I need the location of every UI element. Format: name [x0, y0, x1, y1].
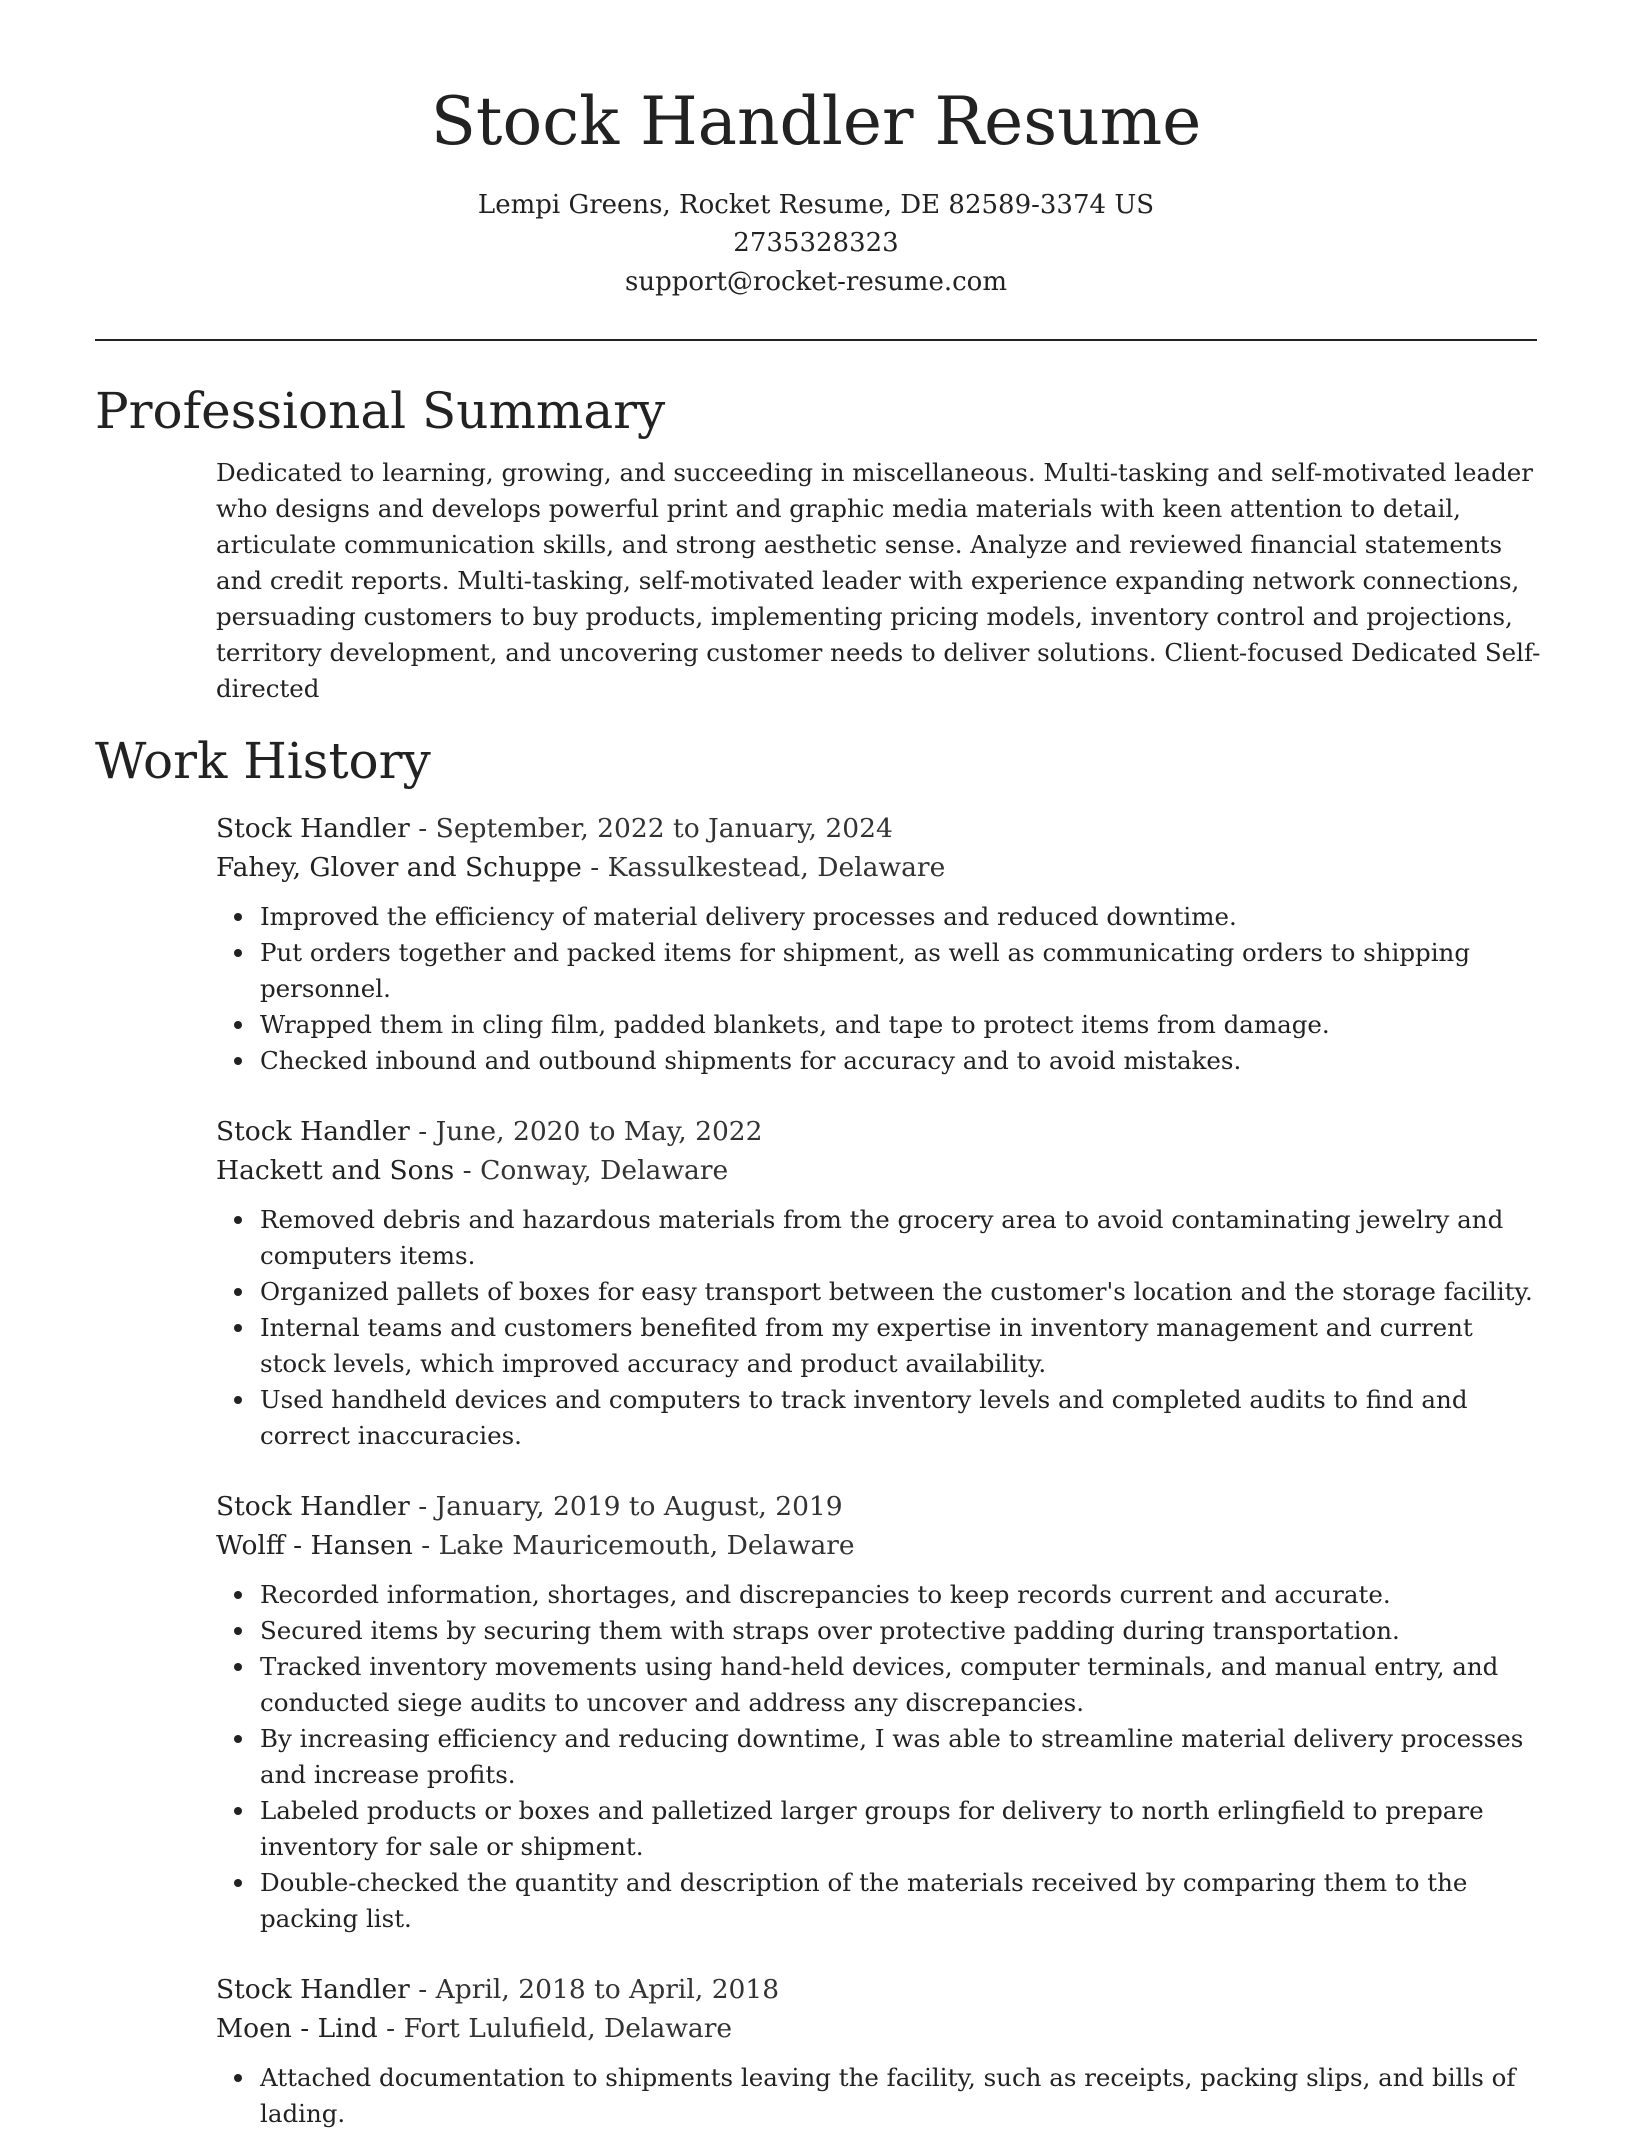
job-location: Kassulkestead, Delaware	[607, 851, 946, 883]
contact-email: support@rocket-resume.com	[624, 266, 1007, 297]
header-divider	[95, 339, 1537, 341]
job-location: Conway, Delaware	[480, 1154, 729, 1186]
job-bullet-text: By increasing efficiency and reducing downtime, I was able to streamline material delivery processes and increase profits.	[260, 1724, 1524, 1790]
job-bullet-text: Tracked inventory movements using hand-held devices, computer terminals, and manual entry, and conducted siege audits to uncover and address any discrepancies.	[260, 1652, 1499, 1718]
job-dates: September, 2022 to January, 2024	[435, 813, 893, 845]
job-title-line	[216, 810, 1541, 849]
job-separator: -	[409, 1491, 436, 1523]
contact-phone: 2735328323	[733, 228, 899, 259]
job-bullet-text: Labeled products or boxes and palletized larger groups for delivery to north erlingfield to prepare inventory for sale or shipment.	[260, 1796, 1484, 1862]
job-bullet	[260, 1613, 1541, 1649]
job-bullet-text: Attached documentation to shipments leaving the facility, such as receipts, packing slips, and bills of lading.	[260, 2063, 1516, 2129]
job-bullet	[260, 1865, 1541, 1937]
job-title-line	[216, 1113, 1541, 1152]
job-location: Lake Mauricemouth, Delaware	[438, 1529, 855, 1561]
job-title: Stock Handler	[216, 1974, 410, 2006]
bullet-dot-icon	[234, 2074, 242, 2082]
resume-header	[95, 0, 1537, 301]
bullet-dot-icon	[234, 949, 242, 957]
bullet-dot-icon	[234, 1288, 242, 1296]
bullet-dot-icon	[234, 1324, 242, 1332]
job-company: Fahey, Glover and Schuppe	[216, 851, 582, 883]
job-bullet-text: Organized pallets of boxes for easy transport between the customer's location and the storage facility.	[260, 1277, 1533, 1307]
bullet-dot-icon	[234, 1021, 242, 1029]
bullet-dot-icon	[234, 1627, 242, 1635]
bullet-dot-icon	[234, 1591, 242, 1599]
job-company-line	[216, 849, 1541, 888]
job-separator: -	[409, 813, 436, 845]
bullet-dot-icon	[234, 1057, 242, 1065]
job-bullet-text: Removed debris and hazardous materials from the grocery area to avoid contaminating jewelry and computers items.	[260, 1205, 1504, 1271]
job-bullet-text: Used handheld devices and computers to track inventory levels and completed audits to find and correct inaccuracies.	[260, 1385, 1468, 1451]
work-history-heading: Work History	[95, 731, 431, 790]
bullet-dot-icon	[234, 1663, 242, 1671]
job-bullet-text: Internal teams and customers benefited from my expertise in inventory management and current stock levels, which improved accuracy and product availability.	[260, 1313, 1473, 1379]
job-separator: -	[412, 1529, 439, 1561]
job-list	[216, 810, 1541, 2132]
job-bullet-text: Improved the efficiency of material delivery processes and reduced downtime.	[260, 902, 1237, 932]
job-bullet	[260, 1577, 1541, 1613]
job-bullet	[260, 1274, 1541, 1310]
job-bullet	[260, 1310, 1541, 1382]
job-bullet-text: Put orders together and packed items for shipment, as well as communicating orders to shipping personnel.	[260, 938, 1470, 1004]
job-separator: -	[581, 851, 608, 883]
job-company: Moen - Lind	[216, 2012, 378, 2044]
job-title-line	[216, 1971, 1541, 2010]
job-bullet	[260, 899, 1541, 935]
job-bullets	[216, 899, 1541, 1079]
job-location: Fort Lulufield, Delaware	[403, 2012, 733, 2044]
job-bullet-text: Double-checked the quantity and description of the materials received by comparing them to the packing list.	[260, 1868, 1468, 1934]
job-bullets	[216, 1202, 1541, 1454]
job-entry	[216, 810, 1541, 1079]
summary-text: Dedicated to learning, growing, and succeeding in miscellaneous. Multi-tasking and self-motivated leader who designs and develops powerful print and graphic media materials with keen attention to detail, articulate communication skills, and strong aesthetic sense. Analyze and reviewed financial statements and credit reports. Multi-tasking, self-motivated leader with experience expanding network connections, persuading customers to buy products, implementing pricing models, inventory control and projections, territory development, and uncovering customer needs to deliver solutions. Client-focused Dedicated Self-directed	[216, 457, 1541, 703]
job-bullet	[260, 1382, 1541, 1454]
job-entry	[216, 1971, 1541, 2132]
contact-address: Lempi Greens, Rocket Resume, DE 82589-3374 US	[477, 189, 1155, 220]
job-bullets	[216, 2060, 1541, 2132]
job-dates: April, 2018 to April, 2018	[435, 1974, 780, 2006]
job-separator: -	[377, 2012, 404, 2044]
bullet-dot-icon	[234, 1216, 242, 1224]
job-dates: June, 2020 to May, 2022	[435, 1116, 763, 1148]
job-bullet	[260, 1007, 1541, 1043]
bullet-dot-icon	[234, 1807, 242, 1815]
job-bullet-text: Secured items by securing them with straps over protective padding during transportation.	[260, 1616, 1400, 1646]
job-dates: January, 2019 to August, 2019	[435, 1491, 843, 1523]
job-company: Hackett and Sons	[216, 1154, 455, 1186]
job-bullet	[260, 1793, 1541, 1865]
job-bullets	[216, 1577, 1541, 1937]
job-company-line	[216, 1152, 1541, 1191]
job-bullet-text: Wrapped them in cling film, padded blankets, and tape to protect items from damage.	[260, 1010, 1330, 1040]
job-bullet	[260, 1202, 1541, 1274]
job-title: Stock Handler	[216, 1116, 410, 1148]
summary-heading: Professional Summary	[95, 382, 666, 441]
contact-block	[95, 186, 1537, 302]
job-company-line	[216, 2010, 1541, 2049]
job-bullet	[260, 1649, 1541, 1721]
bullet-dot-icon	[234, 913, 242, 921]
job-entry	[216, 1488, 1541, 1937]
job-bullet-text: Recorded information, shortages, and discrepancies to keep records current and accurate.	[260, 1580, 1391, 1610]
bullet-dot-icon	[234, 1735, 242, 1743]
job-bullet	[260, 1043, 1541, 1079]
job-title-line	[216, 1488, 1541, 1527]
job-bullet-text: Checked inbound and outbound shipments for accuracy and to avoid mistakes.	[260, 1046, 1242, 1076]
bullet-dot-icon	[234, 1879, 242, 1887]
job-bullet	[260, 935, 1541, 1007]
job-bullet	[260, 2060, 1541, 2132]
job-title: Stock Handler	[216, 813, 410, 845]
bullet-dot-icon	[234, 1396, 242, 1404]
job-company: Wolff - Hansen	[216, 1529, 413, 1561]
job-separator: -	[454, 1154, 481, 1186]
resume-title: Stock Handler Resume	[430, 83, 1202, 160]
job-title: Stock Handler	[216, 1491, 410, 1523]
job-separator: -	[409, 1116, 436, 1148]
job-bullet	[260, 1721, 1541, 1793]
job-company-line	[216, 1527, 1541, 1566]
job-separator: -	[409, 1974, 436, 2006]
job-entry	[216, 1113, 1541, 1454]
